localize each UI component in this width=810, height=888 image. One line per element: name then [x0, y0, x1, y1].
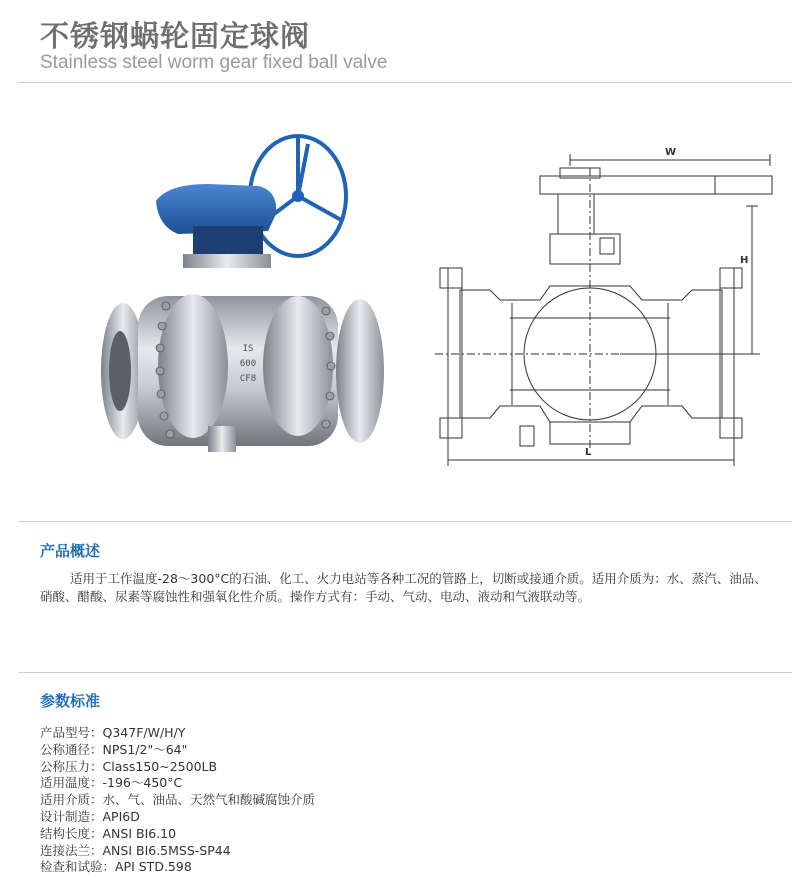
page-title: 不锈钢蜗轮固定球阀: [40, 19, 311, 53]
body-marking: IS: [242, 344, 254, 354]
param-row: 结构长度：ANSI BI6.10: [40, 825, 177, 841]
section-divider: [18, 521, 792, 522]
body-marking: CF8: [239, 374, 257, 384]
param-row: 产品型号：Q347F/W/H/Y: [40, 725, 186, 740]
param-row: 设计制造：API6D: [40, 808, 140, 824]
dim-h-label: H: [740, 255, 749, 266]
param-row: 公称压力：Class150~2500LB: [40, 758, 218, 774]
param-row: 适用介质：水、气、油品、天然气和酸碱腐蚀介质: [40, 792, 316, 808]
params-heading: 参数标准: [40, 692, 101, 710]
page-subtitle: Stainless steel worm gear fixed ball valve: [40, 52, 388, 73]
param-row: 适用温度：-196～450°C: [40, 775, 183, 791]
param-row: 检查和试验：API STD.598: [40, 859, 192, 875]
section-divider: [18, 672, 792, 673]
dim-w-label: W: [665, 147, 677, 158]
header-divider: [18, 82, 792, 83]
overview-text: 适用于工作温度-28～300°C的石油、化工、火力电站等各种工况的管路上，切断或接通介质。适用介质为：水、蒸汽、油品、硝酸、醋酸、尿素等腐蚀性和强氧化性介质。操作方式有：手动、气动、电动、液动和气液联动等。: [40, 571, 767, 604]
param-row: 连接法兰：ANSI BI6.5MSS-SP44: [40, 842, 231, 858]
param-row: 公称通径：NPS1/2"～64": [40, 741, 188, 757]
params-list: [40, 725, 315, 876]
body-marking: 600: [239, 359, 257, 369]
technical-drawing: [430, 138, 780, 472]
overview-heading: 产品概述: [40, 542, 101, 560]
product-photo: [98, 126, 388, 456]
dim-l-label: L: [585, 447, 592, 458]
